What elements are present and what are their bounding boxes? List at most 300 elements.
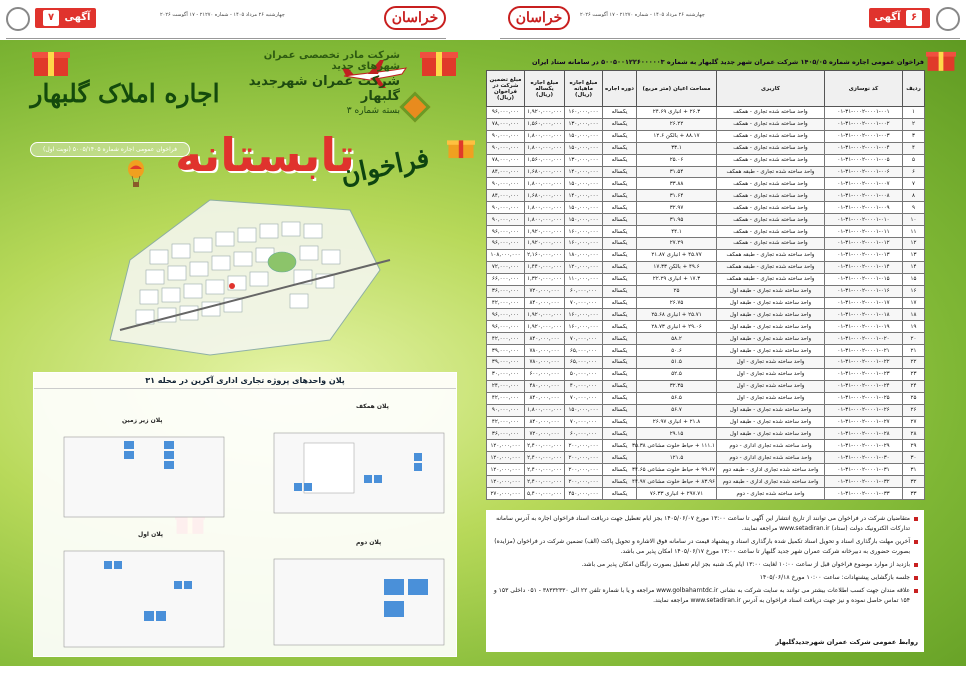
table-cell: یکساله	[603, 154, 637, 166]
notice-item: بازدید از موارد موضوع فراخوان قبل از ساعت ۱۰:۰۰ لغایت ۱۳:۰۰ ایام یک شنبه بجز ایام تعطیل بصورت رایگان امکان پذیر می باشد.	[492, 560, 918, 570]
table-cell: ۰۱-۳۱-۰۰۰۲-۰۰۰۱-۰۳۱	[825, 464, 903, 476]
table-cell: ۸۴۰,۰۰۰,۰۰۰	[525, 416, 565, 428]
table-cell: واحد ساخته شده تجاری - همکف	[717, 107, 825, 119]
table-cell: ۶۵,۰۰۰,۰۰۰	[565, 345, 603, 357]
table-cell: ۷۲۰,۰۰۰,۰۰۰	[525, 285, 565, 297]
dateline-left: چهارشنبه ۲۶ مرداد ۱۴۰۵ - شماره ۲۱۲۷۰ - ۱۷ آگوست ۲۰۲۶	[160, 12, 285, 18]
gift-box-icon	[447, 130, 475, 164]
table-cell: ۰۱-۳۱-۰۰۰۲-۰۰۰۱-۰۱۸	[825, 309, 903, 321]
table-cell: ۷	[903, 178, 925, 190]
table-header-row	[487, 71, 925, 107]
table-cell: ۹۶,۰۰۰,۰۰۰	[487, 321, 525, 333]
table-cell: واحد ساخته شده تجاری - اول	[717, 357, 825, 369]
floor-plans-title: پلان واحدهای پروژه تجاری اداری آکرین در محله ۳۱	[34, 373, 456, 389]
table-cell: ۲۹.۱۵	[637, 428, 717, 440]
table-cell: ۰۱-۳۱-۰۰۰۲-۰۰۰۱-۰۳۰	[825, 452, 903, 464]
table-cell: یکساله	[603, 404, 637, 416]
table-cell: ۰۱-۳۱-۰۰۰۲-۰۰۰۱-۰۱۳	[825, 249, 903, 261]
ground-floor-drawing	[264, 413, 454, 523]
table-cell: ۲۰۰,۰۰۰,۰۰۰	[565, 440, 603, 452]
table-cell: ۱۴۰,۰۰۰,۰۰۰	[565, 190, 603, 202]
table-cell: ۲,۴۰۰,۰۰۰,۰۰۰	[525, 452, 565, 464]
table-cell: ۰۱-۳۱-۰۰۰۲-۰۰۰۱-۰۰۱	[825, 107, 903, 119]
table-cell: ۱,۸۰۰,۰۰۰,۰۰۰	[525, 130, 565, 142]
gift-box-icon	[420, 44, 458, 78]
table-cell: ۱۳	[903, 249, 925, 261]
gift-box-icon	[926, 42, 956, 76]
table-cell: ۲۱.۸ + انباری ۲۶.۹۷	[637, 416, 717, 428]
table-cell: ۱,۹۲۰,۰۰۰,۰۰۰	[525, 321, 565, 333]
table-cell: ۴۹.۶ + بالکن ۱۷.۳۳	[637, 261, 717, 273]
rental-units-table	[486, 70, 925, 500]
table-cell: ۱۲۰,۰۰۰,۰۰۰	[565, 261, 603, 273]
table-cell: ۰۱-۳۱-۰۰۰۲-۰۰۰۱-۰۱۰	[825, 214, 903, 226]
table-cell: یکساله	[603, 118, 637, 130]
table-row	[487, 190, 925, 202]
table-cell: ۹۰,۰۰۰,۰۰۰	[487, 404, 525, 416]
table-cell: ۲۴,۰۰۰,۰۰۰	[487, 380, 525, 392]
table-cell: واحد ساخته شده تجاری - طبقه همکف	[717, 273, 825, 285]
table-row	[487, 214, 925, 226]
table-cell: واحد ساخته شده تجاری - همکف	[717, 190, 825, 202]
table-title: فراخوان عمومی اجاره شماره ۱۴۰۵/۰۵ شرکت عمران شهر جدید گلبهار به شماره ۵۰۰۵۰۰۱۲۲۶۰۰۰۰۰۳ در سامانه ستاد ایران	[532, 58, 924, 66]
table-cell: ۸۸.۱۷ + بالکن ۱۲.۶	[637, 130, 717, 142]
table-cell: واحد ساخته شده تجاری - طبقه اول	[717, 309, 825, 321]
table-cell: یکساله	[603, 488, 637, 500]
table-cell: ۱۵۰,۰۰۰,۰۰۰	[565, 202, 603, 214]
table-cell: ۲۰	[903, 333, 925, 345]
table-cell: ۳۰	[903, 452, 925, 464]
table-cell: ۸۴,۰۰۰,۰۰۰	[487, 190, 525, 202]
table-header-cell: مبلغ تضمین شرکت در فراخوان (ریال)	[487, 71, 525, 107]
table-cell: یکساله	[603, 428, 637, 440]
table-header-cell: مساحت اعیان (متر مربع)	[637, 71, 717, 107]
table-cell: ۱,۸۰۰,۰۰۰,۰۰۰	[525, 178, 565, 190]
table-cell: ۷۲,۰۰۰,۰۰۰	[487, 261, 525, 273]
plan-first-floor	[44, 531, 234, 651]
table-cell: یکساله	[603, 464, 637, 476]
table-cell: ۱,۹۲۰,۰۰۰,۰۰۰	[525, 226, 565, 238]
page-bottom-margin	[0, 666, 966, 690]
city-master-plan-map	[90, 190, 390, 360]
table-cell: ۲۱	[903, 345, 925, 357]
table-cell: ۳۲.۳۵	[637, 380, 717, 392]
table-cell: واحد ساخته شده تجاری - طبقه اول	[717, 416, 825, 428]
table-row	[487, 404, 925, 416]
table-cell: ۲۷.۲۹	[637, 237, 717, 249]
table-row	[487, 297, 925, 309]
table-cell: ۱۵۰,۰۰۰,۰۰۰	[565, 178, 603, 190]
table-cell: ۵۰,۰۰۰,۰۰۰	[565, 368, 603, 380]
table-cell: واحد ساخته شده تجاری - اول	[717, 368, 825, 380]
table-cell: ۰۱-۳۱-۰۰۰۲-۰۰۰۱-۰۰۴	[825, 142, 903, 154]
table-row	[487, 309, 925, 321]
hero-title: اجاره املاک گلبهار	[30, 79, 220, 108]
table-cell: ۴۸۰,۰۰۰,۰۰۰	[525, 380, 565, 392]
table-cell: ۵۶.۵	[637, 392, 717, 404]
plan-first-label: پلان اول	[138, 531, 164, 538]
table-cell: ۰۱-۳۱-۰۰۰۲-۰۰۰۱-۰۰۵	[825, 154, 903, 166]
table-cell: ۳۰,۰۰۰,۰۰۰	[487, 368, 525, 380]
table-cell: ۲,۴۰۰,۰۰۰,۰۰۰	[525, 476, 565, 488]
table-cell: ۳۲	[903, 476, 925, 488]
second-floor-drawing	[264, 549, 454, 651]
table-cell: ۶۵,۰۰۰,۰۰۰	[565, 357, 603, 369]
table-cell: ۰۱-۳۱-۰۰۰۲-۰۰۰۱-۰۱۵	[825, 273, 903, 285]
table-cell: ۰۱-۳۱-۰۰۰۲-۰۰۰۱-۰۲۸	[825, 428, 903, 440]
table-cell: یکساله	[603, 452, 637, 464]
table-row	[487, 321, 925, 333]
table-cell: ۲,۱۶۰,۰۰۰,۰۰۰	[525, 249, 565, 261]
newspaper-header	[0, 0, 966, 40]
table-row	[487, 166, 925, 178]
table-cell: ۱۷	[903, 297, 925, 309]
table-cell: ۴۲,۰۰۰,۰۰۰	[487, 333, 525, 345]
table-cell: ۱,۶۸۰,۰۰۰,۰۰۰	[525, 190, 565, 202]
table-cell: ۴۴.۱	[637, 226, 717, 238]
table-cell: ۳۳.۸۸	[637, 178, 717, 190]
table-cell: ۱۹	[903, 321, 925, 333]
notice-item: متقاضیان شرکت در فراخوان می توانند از تاریخ انتشار این آگهی تا ساعت ۱۳:۰۰ مورخ ۱۴۰۵/۰۶/۰۷ بجز ایام تعطیل جهت دریافت اسناد فراخوان اجاره به آدرس سامانه تدارکات الکترونیک دولت (ستاد) www.setadiran.ir مراجعه نمایند.	[492, 514, 918, 534]
table-cell: ۲۶	[903, 404, 925, 416]
table-cell: ۳۳	[903, 488, 925, 500]
table-cell: ۴۲,۰۰۰,۰۰۰	[487, 392, 525, 404]
table-cell: یکساله	[603, 166, 637, 178]
table-cell: واحد ساخته شده تجاری - همکف	[717, 154, 825, 166]
table-cell: ۱۵۰,۰۰۰,۰۰۰	[565, 130, 603, 142]
table-cell: یکساله	[603, 440, 637, 452]
table-cell: ۱۲۰,۰۰۰,۰۰۰	[487, 440, 525, 452]
table-cell: ۹۹.۶۷ + حیاط خلوت مشاعی ۳۴.۶۵	[637, 464, 717, 476]
table-cell: ۰۱-۳۱-۰۰۰۲-۰۰۰۱-۰۱۲	[825, 237, 903, 249]
table-header-cell: مبلغ اجاره یکساله (ریال)	[525, 71, 565, 107]
table-cell: ۲۴	[903, 380, 925, 392]
table-cell: یکساله	[603, 142, 637, 154]
table-cell: ۳۳.۱	[637, 142, 717, 154]
table-cell: یکساله	[603, 476, 637, 488]
table-cell: ۹۶,۰۰۰,۰۰۰	[487, 309, 525, 321]
table-cell: ۰۱-۳۱-۰۰۰۲-۰۰۰۱-۰۲۹	[825, 440, 903, 452]
table-cell: یکساله	[603, 368, 637, 380]
table-cell: ۰۱-۳۱-۰۰۰۲-۰۰۰۱-۰۰۶	[825, 166, 903, 178]
table-cell: واحد ساخته شده تجاری اداری - دوم	[717, 440, 825, 452]
table-cell: واحد ساخته شده تجاری - طبقه اول	[717, 285, 825, 297]
table-cell: واحد ساخته شده تجاری - طبقه اول	[717, 297, 825, 309]
table-row	[487, 249, 925, 261]
table-cell: ۰۱-۳۱-۰۰۰۲-۰۰۰۱-۰۰۸	[825, 190, 903, 202]
basement-drawing	[44, 427, 234, 523]
table-cell: ۲۷۰,۰۰۰,۰۰۰	[487, 488, 525, 500]
table-cell: ۲۵	[903, 392, 925, 404]
table-cell: ۱۴	[903, 261, 925, 273]
table-cell: یکساله	[603, 273, 637, 285]
table-cell: واحد ساخته شده تجاری - همکف	[717, 202, 825, 214]
table-header-cell: دوره اجاره	[603, 71, 637, 107]
table-cell: ۰۱-۳۱-۰۰۰۲-۰۰۰۱-۰۲۱	[825, 345, 903, 357]
table-cell: ۲۸	[903, 428, 925, 440]
table-cell: واحد ساخته شده تجاری - طبقه اول	[717, 404, 825, 416]
table-cell: ۵۱.۵	[637, 357, 717, 369]
table-row	[487, 118, 925, 130]
table-cell: یکساله	[603, 130, 637, 142]
notice-item: آخرین مهلت بارگذاری اسناد و تحویل اسناد تکمیل شده بارگذاری اسناد و پیشنهاد قیمت در سامانه فوق الاشاره و تحویل پاکت (الف) تضمین شرکت در فراخوان (مزایده) بصورت حضوری به دبیرخانه شرکت عمران شهر جدید گلبهار تا ساعت ۱۳:۰۰ مورخ ۱۴۰۵/۰۶/۱۷ امکان پذیر می باشد.	[492, 537, 918, 557]
table-cell: ۱,۸۰۰,۰۰۰,۰۰۰	[525, 202, 565, 214]
table-cell: ۱	[903, 107, 925, 119]
table-row	[487, 345, 925, 357]
table-cell: ۱,۵۶۰,۰۰۰,۰۰۰	[525, 154, 565, 166]
brand-logo-left: خراسان	[384, 6, 446, 30]
table-cell: یکساله	[603, 345, 637, 357]
table-cell: ۰۱-۳۱-۰۰۰۲-۰۰۰۱-۰۳۳	[825, 488, 903, 500]
hero-invite-word: فراخوان	[337, 142, 433, 192]
table-row	[487, 368, 925, 380]
table-cell: ۷۸۰,۰۰۰,۰۰۰	[525, 357, 565, 369]
table-cell: ۰۱-۳۱-۰۰۰۲-۰۰۰۱-۰۱۴	[825, 261, 903, 273]
table-cell: یکساله	[603, 333, 637, 345]
table-cell: ۲۶.۳ + انباری ۲۴.۶۹	[637, 107, 717, 119]
table-cell: ۴۵۰,۰۰۰,۰۰۰	[565, 488, 603, 500]
table-cell: ۱۵۰,۰۰۰,۰۰۰	[565, 214, 603, 226]
table-cell: ۰۱-۳۱-۰۰۰۲-۰۰۰۱-۰۲۵	[825, 392, 903, 404]
table-cell: یکساله	[603, 226, 637, 238]
table-cell: ۴۲,۰۰۰,۰۰۰	[487, 297, 525, 309]
table-cell: ۷۰,۰۰۰,۰۰۰	[565, 333, 603, 345]
table-cell: ۳۱.۶۴	[637, 190, 717, 202]
table-row	[487, 178, 925, 190]
hero-summer-word: تابستانه	[175, 128, 355, 182]
table-row	[487, 285, 925, 297]
table-cell: ۹۰,۰۰۰,۰۰۰	[487, 130, 525, 142]
table-cell: ۱۳۰,۰۰۰,۰۰۰	[565, 118, 603, 130]
table-cell: ۴۰,۰۰۰,۰۰۰	[565, 380, 603, 392]
header-rule-left	[6, 38, 446, 39]
hero-company-block	[220, 50, 400, 116]
table-cell: ۰۱-۳۱-۰۰۰۲-۰۰۰۱-۰۲۳	[825, 368, 903, 380]
table-cell: یکساله	[603, 261, 637, 273]
table-cell: ۸۳.۹۶ + حیاط خلوت مشاعی ۴۴.۹۷	[637, 476, 717, 488]
table-cell: ۱,۴۴۰,۰۰۰,۰۰۰	[525, 261, 565, 273]
table-cell: ۰۱-۳۱-۰۰۰۲-۰۰۰۱-۰۱۹	[825, 321, 903, 333]
table-cell: ۴۲,۰۰۰,۰۰۰	[487, 416, 525, 428]
table-cell: ۱۸	[903, 309, 925, 321]
table-row	[487, 130, 925, 142]
table-cell: ۰۱-۳۱-۰۰۰۲-۰۰۰۱-۰۲۷	[825, 416, 903, 428]
table-cell: ۵۲.۵	[637, 368, 717, 380]
plan-ground-label: پلان همکف	[356, 403, 389, 410]
table-cell: ۱,۹۲۰,۰۰۰,۰۰۰	[525, 309, 565, 321]
table-cell: ۱۲۰,۰۰۰,۰۰۰	[487, 452, 525, 464]
notes-box	[486, 510, 924, 652]
table-cell: واحد ساخته شده تجاری - طبقه همکف	[717, 249, 825, 261]
table-cell: واحد ساخته شده تجاری - دوم	[717, 488, 825, 500]
table-cell: ۲,۴۰۰,۰۰۰,۰۰۰	[525, 440, 565, 452]
table-row	[487, 392, 925, 404]
table-cell: ۳۶,۰۰۰,۰۰۰	[487, 428, 525, 440]
table-cell: ۲۹.۰۶ + انباری ۲۸.۷۳	[637, 321, 717, 333]
table-cell: واحد ساخته شده تجاری - طبقه همکف	[717, 166, 825, 178]
table-row	[487, 416, 925, 428]
ad-section-badge-left	[35, 8, 96, 28]
table-cell: ۵۶.۷	[637, 404, 717, 416]
hero-company-name: شرکت عمران شهرجدید گلبهار	[248, 74, 400, 104]
table-cell: ۳۹,۰۰۰,۰۰۰	[487, 345, 525, 357]
table-cell: ۲۵.۷۱ + انباری ۲۵.۶۸	[637, 309, 717, 321]
table-cell: واحد ساخته شده تجاری اداری - دوم	[717, 452, 825, 464]
table-cell: واحد ساخته شده تجاری - همکف	[717, 130, 825, 142]
table-cell: ۵	[903, 154, 925, 166]
table-cell: یکساله	[603, 237, 637, 249]
table-cell: ۷۰,۰۰۰,۰۰۰	[565, 416, 603, 428]
table-cell: ۱۶۰,۰۰۰,۰۰۰	[565, 226, 603, 238]
table-cell: ۲۰۰,۰۰۰,۰۰۰	[565, 452, 603, 464]
table-cell: یکساله	[603, 202, 637, 214]
page-number-left: ۷	[43, 10, 59, 26]
table-cell: ۳۱.۹۵	[637, 214, 717, 226]
table-cell: واحد ساخته شده تجاری - طبقه همکف	[717, 261, 825, 273]
table-cell: ۱۵۰,۰۰۰,۰۰۰	[565, 142, 603, 154]
table-cell: ۱,۸۰۰,۰۰۰,۰۰۰	[525, 214, 565, 226]
table-cell: واحد ساخته شده تجاری اداری - طبقه دوم	[717, 476, 825, 488]
table-cell: ۱,۹۲۰,۰۰۰,۰۰۰	[525, 107, 565, 119]
table-row	[487, 357, 925, 369]
table-cell: یکساله	[603, 392, 637, 404]
table-cell: ۸۴,۰۰۰,۰۰۰	[487, 166, 525, 178]
table-cell: ۰۱-۳۱-۰۰۰۲-۰۰۰۱-۰۰۷	[825, 178, 903, 190]
gift-box-icon	[32, 44, 70, 78]
table-row	[487, 237, 925, 249]
table-cell: ۱۲۰,۰۰۰,۰۰۰	[487, 476, 525, 488]
table-header-cell: کاربری	[717, 71, 825, 107]
table-cell: ۰۱-۳۱-۰۰۰۲-۰۰۰۱-۰۲۰	[825, 333, 903, 345]
table-cell: ۸۴۰,۰۰۰,۰۰۰	[525, 333, 565, 345]
table-cell: ۱۰	[903, 214, 925, 226]
plan-basement-label: پلان زیر زمین	[122, 417, 163, 424]
table-cell: ۱۱۰,۰۰۰,۰۰۰	[565, 273, 603, 285]
table-row	[487, 440, 925, 452]
table-cell: ۸۴۰,۰۰۰,۰۰۰	[525, 297, 565, 309]
table-cell: ۷۰,۰۰۰,۰۰۰	[565, 297, 603, 309]
table-cell: ۶۰,۰۰۰,۰۰۰	[565, 428, 603, 440]
table-cell: ۱۳۰,۰۰۰,۰۰۰	[565, 154, 603, 166]
floor-plans-panel	[33, 372, 457, 657]
table-cell: یکساله	[603, 214, 637, 226]
table-cell: ۲,۴۰۰,۰۰۰,۰۰۰	[525, 464, 565, 476]
table-row	[487, 202, 925, 214]
ad-label-right: آگهی	[874, 12, 901, 23]
hero-tagline: شرکت مادر تخصصی عمران شهرهای جدید	[263, 50, 400, 72]
table-cell: ۹۰,۰۰۰,۰۰۰	[487, 178, 525, 190]
table-cell: ۱۶۰,۰۰۰,۰۰۰	[565, 237, 603, 249]
table-cell: ۱۲۱.۵	[637, 452, 717, 464]
table-cell: ۸	[903, 190, 925, 202]
table-cell: ۰۱-۳۱-۰۰۰۲-۰۰۰۱-۰۳۲	[825, 476, 903, 488]
table-cell: واحد ساخته شده تجاری - همکف	[717, 237, 825, 249]
table-cell: ۷۸۰,۰۰۰,۰۰۰	[525, 345, 565, 357]
plan-basement	[44, 403, 234, 523]
ad-label-left: آگهی	[64, 12, 91, 23]
table-cell: ۱۱۱.۱ + حیاط خلوت مشاعی ۳۵.۳۸	[637, 440, 717, 452]
table-cell: ۵۰.۶	[637, 345, 717, 357]
table-cell: ۹۶,۰۰۰,۰۰۰	[487, 237, 525, 249]
table-cell: ۶۰,۰۰۰,۰۰۰	[565, 285, 603, 297]
table-cell: ۱,۵۶۰,۰۰۰,۰۰۰	[525, 118, 565, 130]
table-cell: ۱۲	[903, 237, 925, 249]
page-number-right: ۶	[906, 10, 922, 26]
table-cell: واحد ساخته شده تجاری - همکف	[717, 118, 825, 130]
table-cell: ۰۱-۳۱-۰۰۰۲-۰۰۰۱-۰۲۲	[825, 357, 903, 369]
table-cell: یکساله	[603, 285, 637, 297]
paper-emblem-icon	[6, 7, 30, 31]
table-row	[487, 154, 925, 166]
table-row	[487, 142, 925, 154]
table-cell: ۰۱-۳۱-۰۰۰۲-۰۰۰۱-۰۰۹	[825, 202, 903, 214]
table-row	[487, 261, 925, 273]
table-cell: ۲۶.۷۵	[637, 297, 717, 309]
table-cell: ۹۶,۰۰۰,۰۰۰	[487, 226, 525, 238]
table-cell: ۲۳	[903, 368, 925, 380]
table-cell: ۱۶۰,۰۰۰,۰۰۰	[565, 309, 603, 321]
table-cell: ۱,۸۰۰,۰۰۰,۰۰۰	[525, 404, 565, 416]
table-cell: ۲۰۰,۰۰۰,۰۰۰	[565, 464, 603, 476]
table-cell: ۰۱-۳۱-۰۰۰۲-۰۰۰۱-۰۱۱	[825, 226, 903, 238]
table-cell: ۷۰,۰۰۰,۰۰۰	[565, 392, 603, 404]
plan-second-label: پلان دوم	[356, 539, 382, 546]
notice-item: جلسه بازگشایی پیشنهادات: ساعت ۱۰:۰۰ مورخ ۱۴۰۵/۰۶/۱۸	[492, 573, 918, 583]
table-cell: واحد ساخته شده تجاری - طبقه اول	[717, 428, 825, 440]
table-cell: ۷۲۰,۰۰۰,۰۰۰	[525, 428, 565, 440]
notes-list	[486, 510, 924, 613]
table-cell: ۱,۹۲۰,۰۰۰,۰۰۰	[525, 237, 565, 249]
table-row	[487, 428, 925, 440]
table-cell: ۴	[903, 142, 925, 154]
table-cell: ۰۱-۳۱-۰۰۰۲-۰۰۰۱-۰۲۶	[825, 404, 903, 416]
paper-emblem-icon	[936, 7, 960, 31]
table-cell: ۴۵.۷۷ + انباری ۲۱.۸۷	[637, 249, 717, 261]
table-cell: ۱,۸۰۰,۰۰۰,۰۰۰	[525, 142, 565, 154]
table-cell: یکساله	[603, 416, 637, 428]
table-row	[487, 464, 925, 476]
table-cell: ۰۱-۳۱-۰۰۰۲-۰۰۰۱-۰۰۳	[825, 130, 903, 142]
table-cell: ۳۱.۵۴	[637, 166, 717, 178]
table-cell: یکساله	[603, 357, 637, 369]
table-cell: ۲۹۷.۷۱ + انباری ۷۶.۳۳	[637, 488, 717, 500]
table-header-cell: مبلغ اجاره ماهیانه (ریال)	[565, 71, 603, 107]
table-cell: ۱۱	[903, 226, 925, 238]
table-cell: ۷۸,۰۰۰,۰۰۰	[487, 118, 525, 130]
table-cell: ۱۲۰,۰۰۰,۰۰۰	[487, 464, 525, 476]
table-cell: یکساله	[603, 380, 637, 392]
table-cell: واحد ساخته شده تجاری - طبقه اول	[717, 333, 825, 345]
table-cell: ۱۴۰,۰۰۰,۰۰۰	[565, 166, 603, 178]
table-cell: ۱۰۸,۰۰۰,۰۰۰	[487, 249, 525, 261]
table-cell: واحد ساخته شده تجاری - همکف	[717, 226, 825, 238]
table-cell: ۱۷.۳ + انباری ۲۲.۲۹	[637, 273, 717, 285]
dateline-right: چهارشنبه ۲۶ مرداد ۱۴۰۵ - شماره ۲۱۲۷۰ - ۱۷ آگوست ۲۰۲۶	[580, 12, 705, 18]
table-cell: ۲۹	[903, 440, 925, 452]
table-cell: ۰۱-۳۱-۰۰۰۲-۰۰۰۱-۰۲۴	[825, 380, 903, 392]
table-row	[487, 452, 925, 464]
table-cell: ۱۵	[903, 273, 925, 285]
table-cell: ۲	[903, 118, 925, 130]
table-cell: یکساله	[603, 321, 637, 333]
table-cell: ۲۶.۲۲	[637, 118, 717, 130]
first-floor-drawing	[44, 541, 234, 651]
table-cell: ۵,۴۰۰,۰۰۰,۰۰۰	[525, 488, 565, 500]
table-cell: ۱۶۰,۰۰۰,۰۰۰	[565, 321, 603, 333]
table-row	[487, 380, 925, 392]
table-row	[487, 488, 925, 500]
table-cell: ۲۵	[637, 285, 717, 297]
